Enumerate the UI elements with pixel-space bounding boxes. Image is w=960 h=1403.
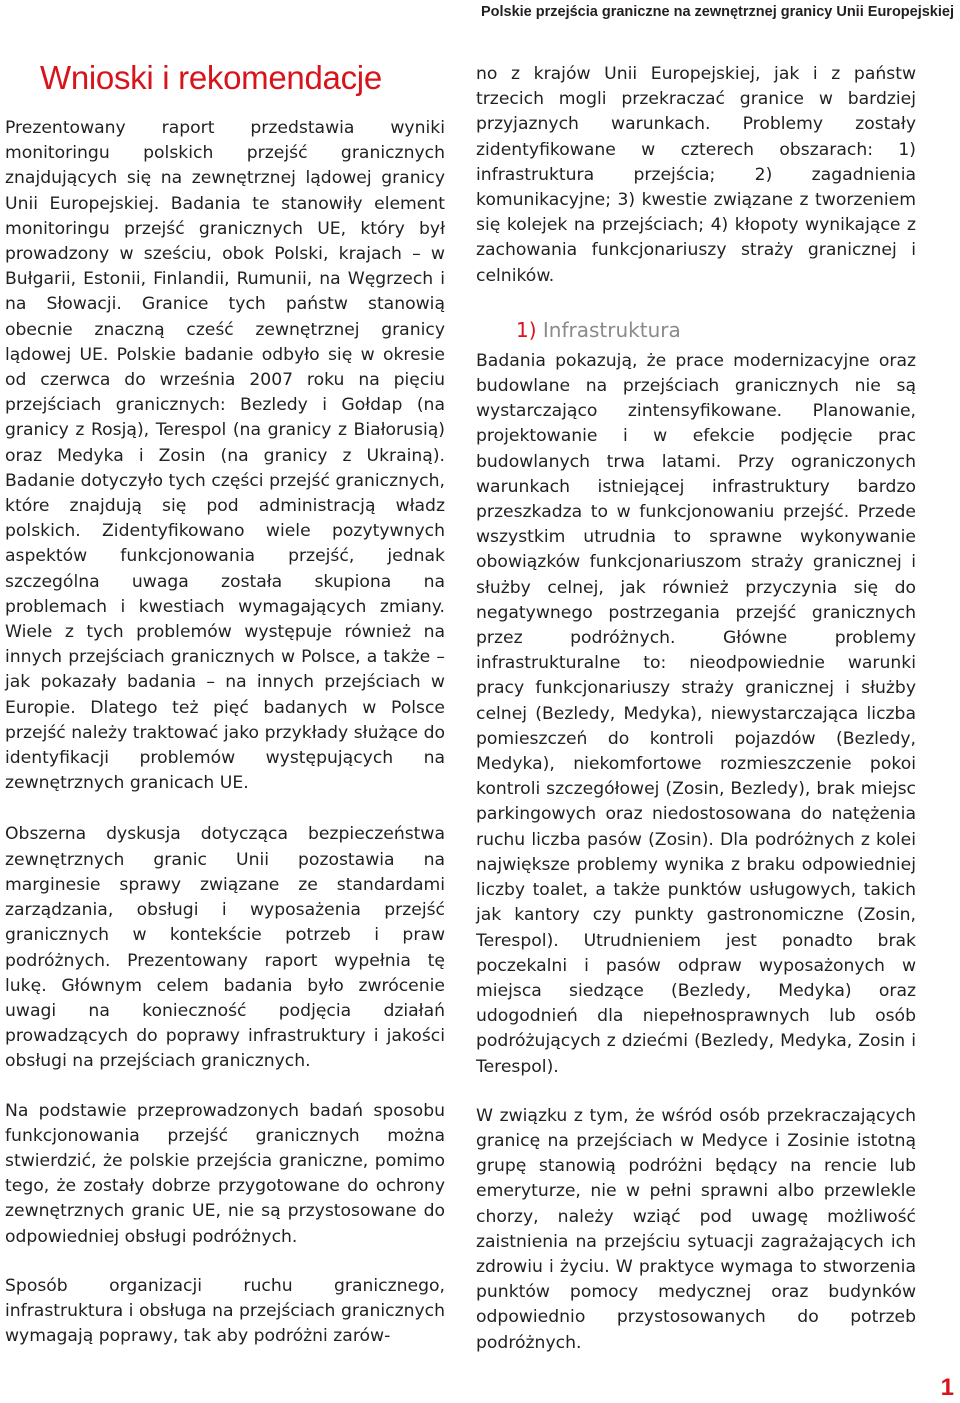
right-column [476, 0, 916, 1356]
subsection-title: Infrastruktura [542, 317, 681, 342]
paragraph-organization: Sposób organizacji ruchu granicznego, infrastruktura i obsługa na przejściach granicznych wymagają poprawy, tak aby podróżni zarów- [5, 1275, 445, 1347]
running-header: Polskie przejścia graniczne na zewnętrznej granicy Unii Europejskiej [480, 4, 954, 20]
subsection-heading [516, 317, 916, 343]
subsection-number: 1) [516, 317, 537, 342]
page-number: 1 [940, 1374, 954, 1401]
paragraph-discussion: Obszerna dyskusja dotycząca bezpieczeństwa zewnętrznych granic Unii pozostawia na marginesie sprawy związane ze standardami zarządzania, obsługi i wyposażenia przejść granicznych w kontekście potrzeb i praw podróżnych. Prezentowany raport wypełnia tę lukę. Głównym celem badania było zwrócenie uwagi na konieczność podjęcia działań prowadzących do poprawy infrastruktury i jakości obsługi na przejściach granicznych. [5, 824, 445, 1072]
left-column [5, 0, 445, 1349]
paragraph-infrastructure: Badania pokazują, że prace modernizacyjne oraz budowlane na przejściach granicznych nie są wystarczająco zintensyfikowane. Planowanie, projektowanie i w efekcie podjęcie prac budowlanych trwa latami. Przy ograniczonych warunkach istniejącej infrastruktury bardzo przeszkadza to w funkcjonowaniu przejść. Przede wszystkim utrudnia to sprawne wykonywanie obowiązków funkcjonariuszom straży granicznej i służby celnej, jak również przyczynia się do negatywnego postrzegania przejść granicznych przez podróżnych. Główne problemy infrastrukturalne to: nieodpowiednie warunki pracy funkcjonariuszy straży granicznej i służby celnej (Bezledy, Medyka), niewystarczająca liczba pomieszczeń do kontroli pojazdów (Bezledy, Medyka), niekomfortowe rozmieszczenie pokoi kontroli szczegółowej (Zosin, Bezledy), brak miejsc parkingowych oraz niedostosowana do natężenia ruchu liczba pasów (Zosin). Dla podróżnych z kolei największe problemy wynika z braku odpowiedniej liczby toalet, a także punktów usługowych, takich jak kantory czy punkty gastronomiczne (Zosin, Terespol). Utrudnieniem jest ponadto brak poczekalni i pasów odpraw wyposażonych w miejsca siedzące (Bezledy, Medyka) oraz udogodnień dla niepełnosprawnych lub osób podróżujących z dziećmi (Bezledy, Medyka, Zosin i Terespol). [476, 350, 916, 1077]
paragraph-elderly-travellers: W związku z tym, że wśród osób przekraczających granicę na przejściach w Medyce i Zosinie istotną grupę stanowią podróżni będący na rencie lub emeryturze, nie w pełni sprawni albo przewlekle chorzy, należy wziąć pod uwagę możliwość zaistnienia na przejściu sytuacji zagrażających ich zdrowiu i życiu. W praktyce wymaga to stworzenia punktów pomocy medycznej oraz budynków odpowiednio przystosowanych do potrzeb podróżnych. [476, 1105, 916, 1353]
section-title: Wnioski i rekomendacje [40, 59, 382, 96]
paragraph-continuation: no z krajów Unii Europejskiej, jak i z państw trzecich mogli przekraczać granice w bardziej przyjaznych warunkach. Problemy zostały zidentyfikowane w czterech obszarach: 1) infrastruktura przejścia; 2) zagadnienia komunikacyjne; 3) kwestie związane z tworzeniem się kolejek na przejściach; 4) kłopoty wynikające z zachowania funkcjonariuszy straży granicznej i celników. [476, 64, 916, 286]
paragraph-intro: Prezentowany raport przedstawia wyniki monitoringu polskich przejść granicznych znajdujących się na zewnętrznej lądowej granicy Unii Europejskiej. Badania te stanowiły element monitoringu przejść granicznych UE, który był prowadzony w sześciu, obok Polski, krajach – w Bułgarii, Estonii, Finlandii, Rumunii, na Węgrzech i na Słowacji. Granice tych państw stanowią obecnie znaczną cześć zewnętrznej granicy lądowej UE. Polskie badanie odbyło się w okresie od czerwca do września 2007 roku na pięciu przejściach granicznych: Bezledy i Gołdap (na granicy z Rosją), Terespol (na granicy z Białorusią) oraz Medyka i Zosin (na granicy z Ukrainą). Badanie dotyczyło tych części przejść granicznych, które znajdują się pod administracją władz polskich. Zidentyfikowano wiele pozytywnych aspektów funkcjonowania przejść, jednak szczególna uwaga została skupiona na problemach i kwestiach wymagających zmiany. Wiele z tych problemów występuje również na innych przejściach granicznych w Polsce, a także – jak pokazały badania – na innych przejściach w Europie. Dlatego też pięć badanych w Polsce przejść należy traktować jako przykłady służące do identyfikacji problemów występujących na zewnętrznych granicach UE. [5, 118, 445, 794]
paragraph-findings: Na podstawie przeprowadzonych badań sposobu funkcjonowania przejść granicznych można stwierdzić, że polskie przejścia graniczne, pomimo tego, że zostały dobrze przygotowane do ochrony zewnętrznych granic UE, nie są przystosowane do odpowiedniej obsługi podróżnych. [5, 1100, 445, 1247]
